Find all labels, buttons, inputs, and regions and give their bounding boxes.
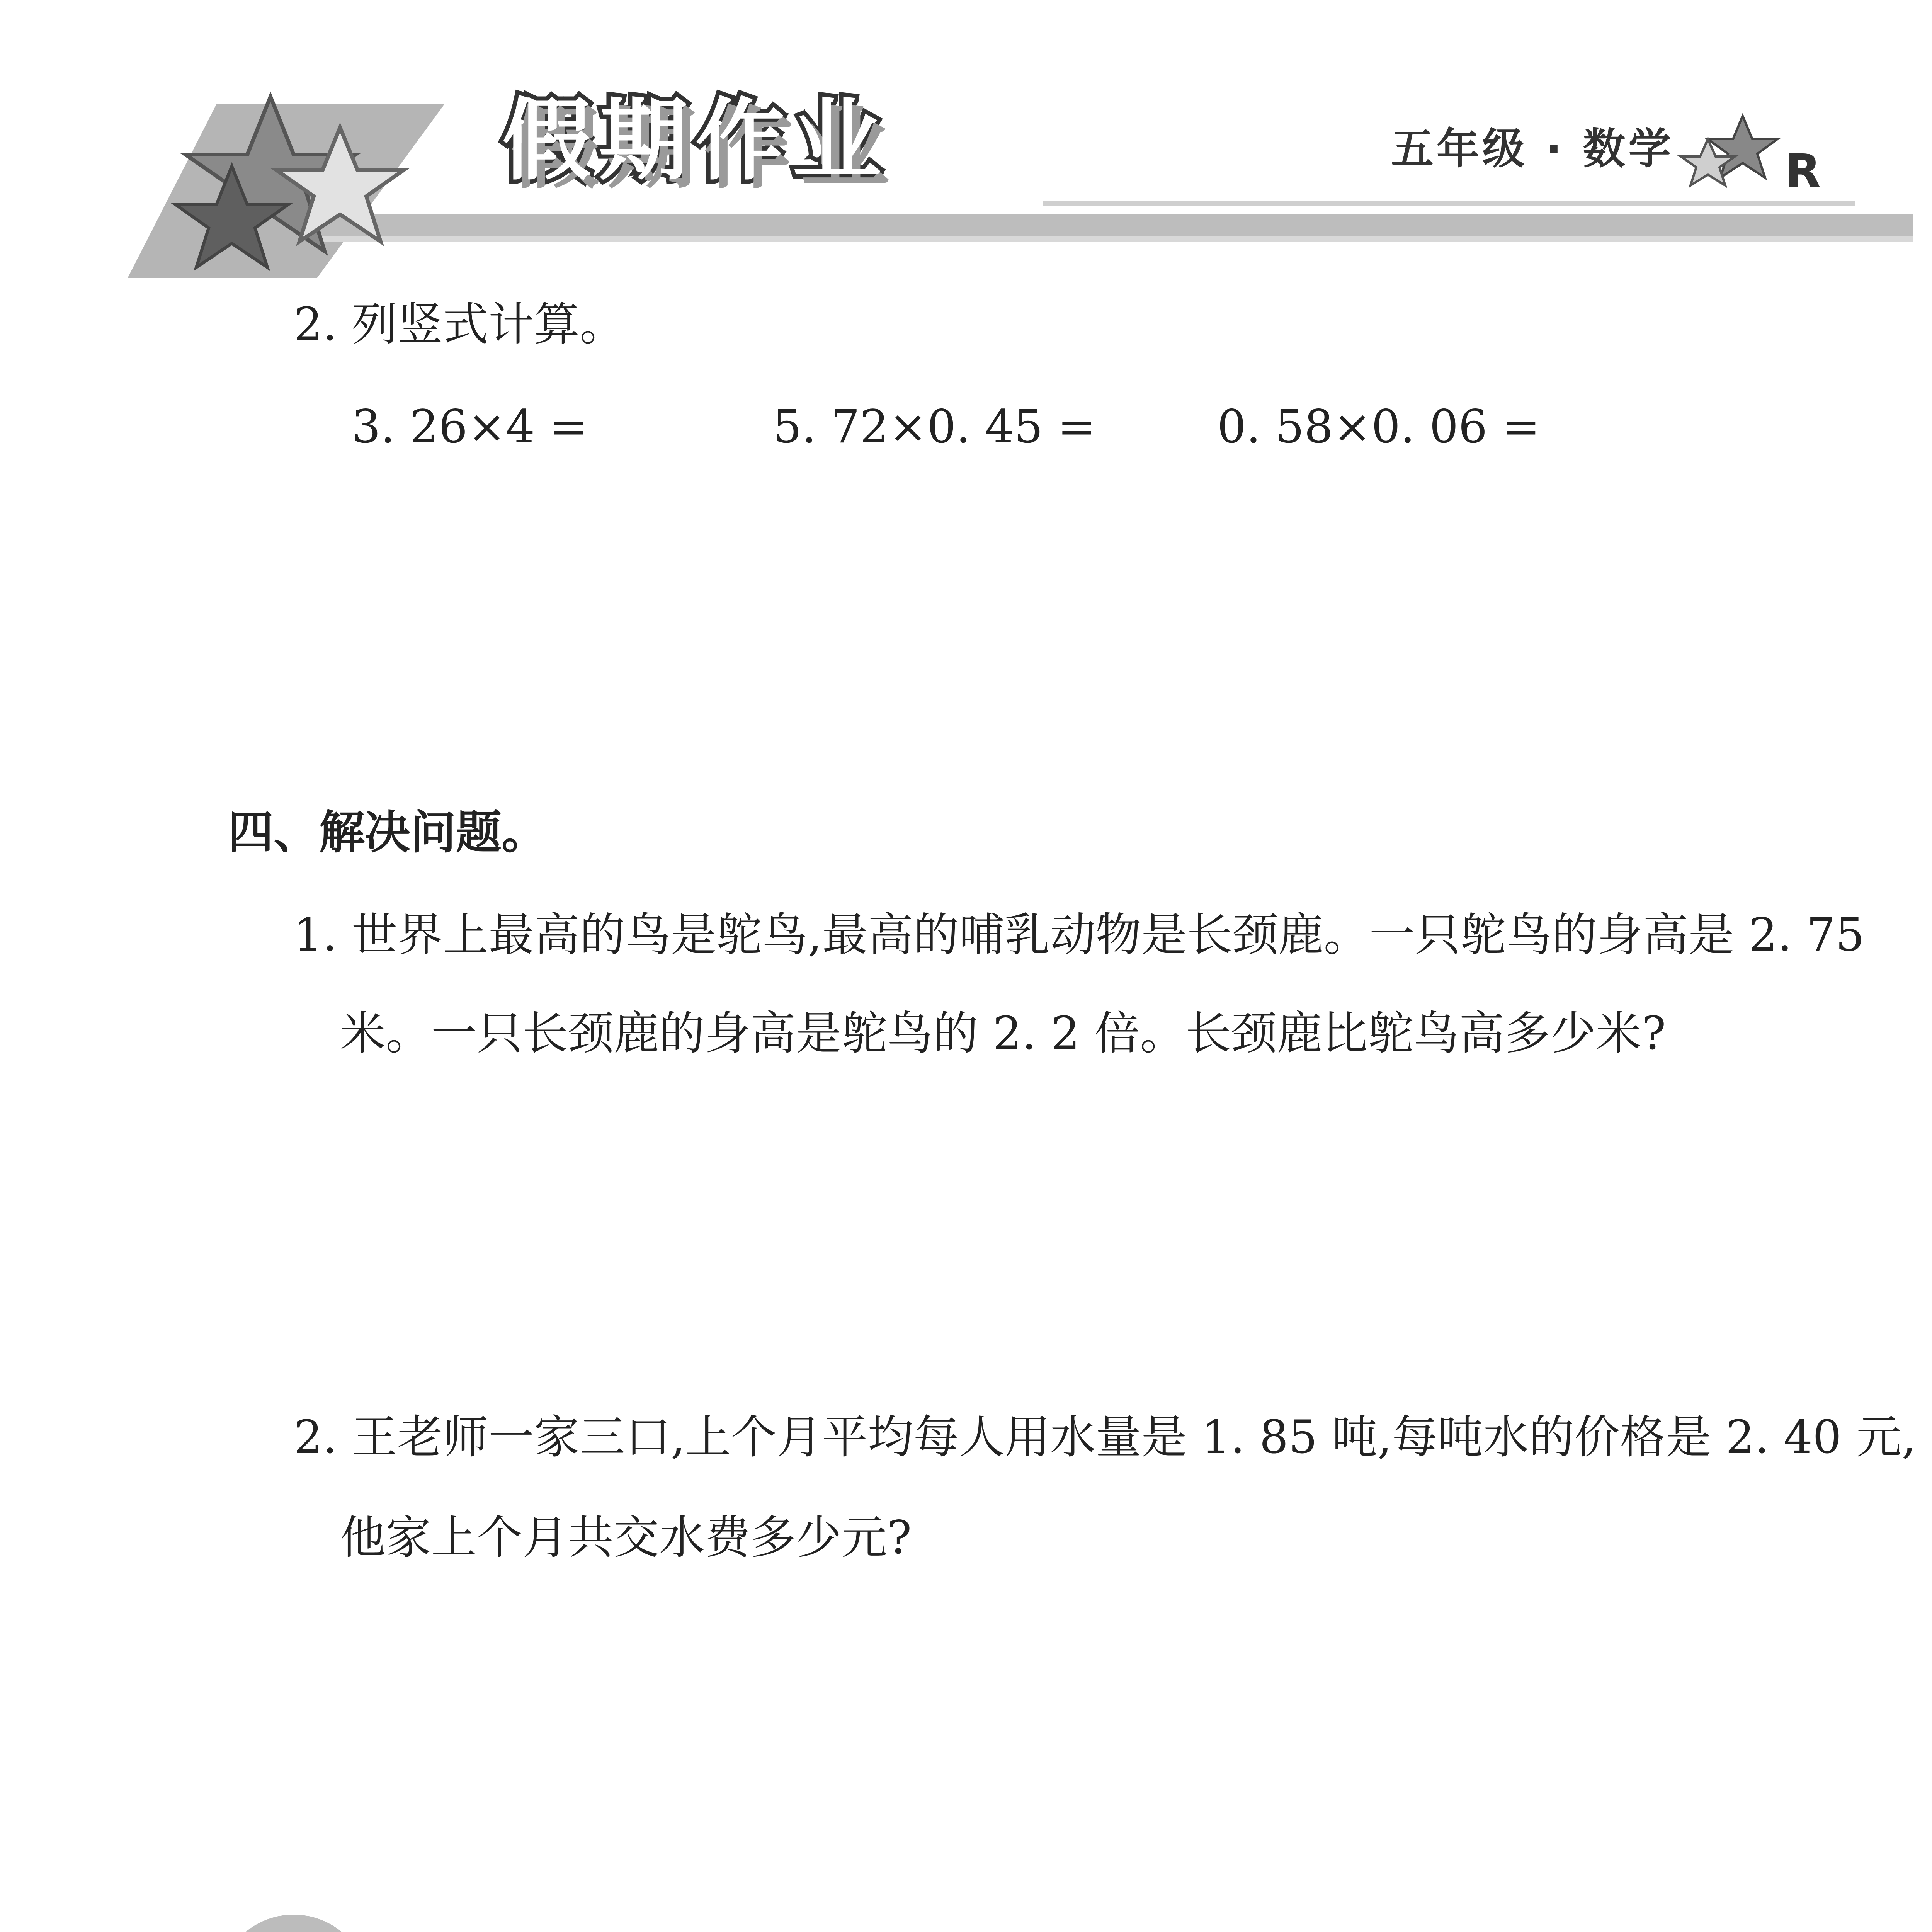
grade-subject-label: 五年级 · 数学 [1391, 124, 1674, 173]
q2-expr-3: 0. 58×0. 06 = [1217, 400, 1540, 453]
page-header [0, 0, 1932, 294]
page-title: 假期作业 [502, 89, 889, 192]
q2-expr-2: 5. 72×0. 45 = [773, 400, 1096, 453]
edition-mark: R [1785, 145, 1821, 199]
section-4-title: 四、解决问题。 [228, 806, 548, 859]
problem-1-line-2: 米。一只长颈鹿的身高是鸵鸟的 2. 2 倍。长颈鹿比鸵鸟高多少米? [340, 1007, 1666, 1060]
q-logo-icon [216, 1913, 757, 1932]
problem-2-line-1: 2. 王老师一家三口,上个月平均每人用水量是 1. 85 吨,每吨水的价格是 2. 40 元, [294, 1410, 1917, 1464]
q2-expr-1: 3. 26×4 = [352, 400, 588, 453]
problem-2-line-2: 他家上个月共交水费多少元? [340, 1511, 912, 1564]
problem-1-line-1: 1. 世界上最高的鸟是鸵鸟,最高的哺乳动物是长颈鹿。一只鸵鸟的身高是 2. 75 [294, 908, 1865, 961]
thinking-extension-badge [216, 1913, 757, 1932]
q2-heading: 2. 列竖式计算。 [294, 298, 626, 351]
